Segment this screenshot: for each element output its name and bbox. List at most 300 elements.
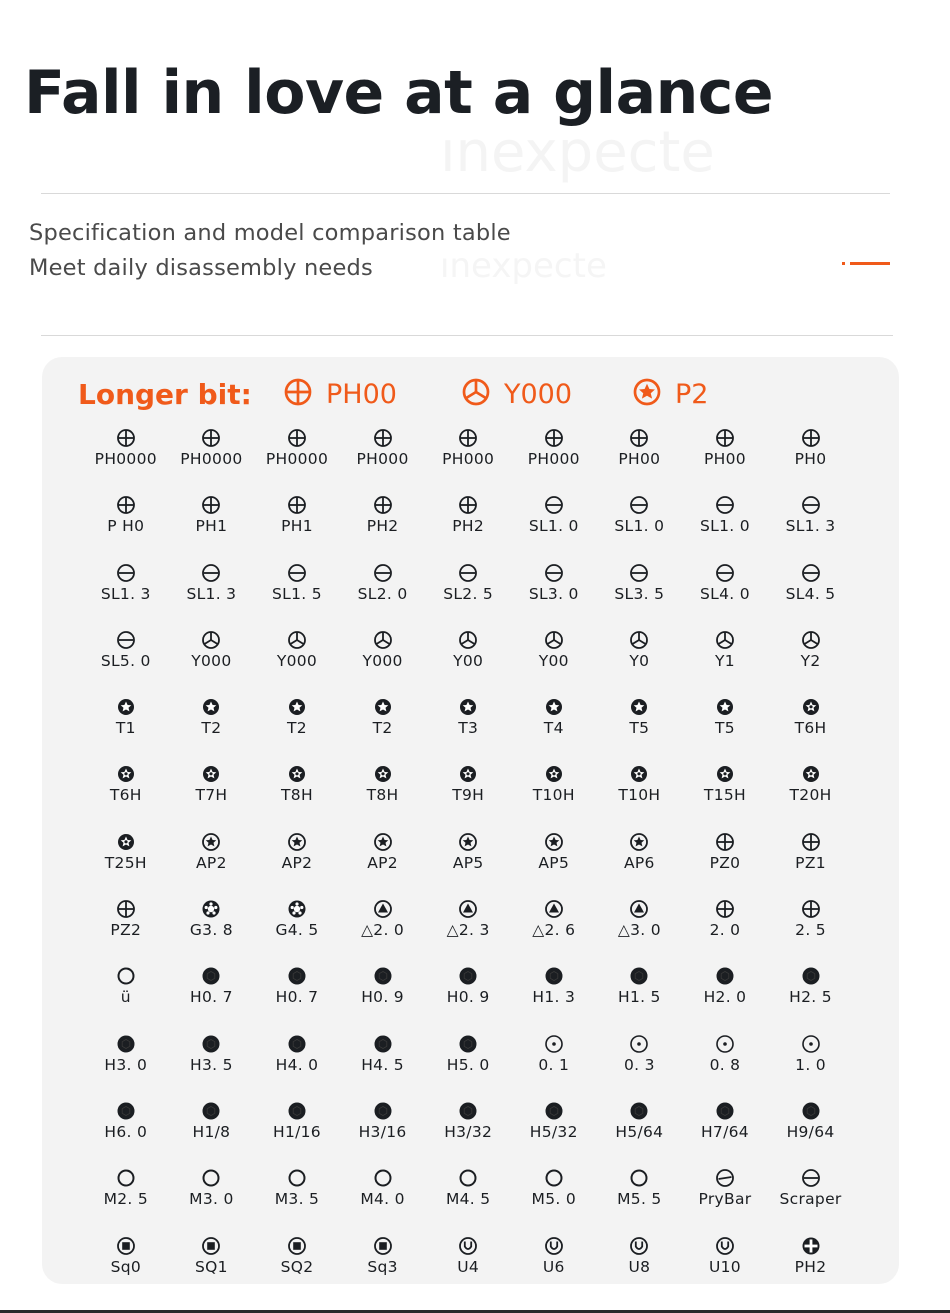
bit-cell bbox=[425, 1236, 511, 1303]
bit-cell bbox=[254, 832, 340, 899]
bit-cell bbox=[425, 630, 511, 697]
ring-icon bbox=[201, 1168, 221, 1188]
bit-cell bbox=[254, 563, 340, 630]
bit-cell bbox=[169, 697, 255, 764]
hex-icon bbox=[287, 1034, 307, 1054]
bit-cell bbox=[682, 1034, 768, 1101]
bit-grid bbox=[83, 428, 895, 1303]
triangle-icon bbox=[544, 899, 564, 919]
phillips-icon bbox=[116, 899, 136, 919]
bit-cell bbox=[83, 1101, 169, 1168]
bit-cell bbox=[83, 495, 169, 562]
tri-wing-icon bbox=[629, 630, 649, 650]
cross-filled-icon bbox=[801, 1236, 821, 1256]
torx-security-icon bbox=[629, 764, 649, 784]
bit-label: H4. 0 bbox=[275, 1055, 319, 1074]
bit-label: PH2 bbox=[366, 517, 399, 536]
bit-label: G4. 5 bbox=[275, 921, 319, 940]
hex-icon bbox=[458, 966, 478, 986]
bit-row bbox=[83, 1034, 895, 1101]
ring-icon bbox=[544, 1168, 564, 1188]
phillips-icon bbox=[715, 899, 735, 919]
bit-cell bbox=[597, 1034, 683, 1101]
slotted-icon bbox=[629, 495, 649, 515]
torx-security-icon bbox=[801, 697, 821, 717]
slotted-icon bbox=[116, 630, 136, 650]
phillips-icon bbox=[116, 428, 136, 448]
bit-label: 0. 1 bbox=[538, 1055, 570, 1074]
bit-cell bbox=[425, 764, 511, 831]
hex-icon bbox=[629, 966, 649, 986]
bit-label: Y0 bbox=[629, 651, 650, 670]
bit-row bbox=[83, 899, 895, 966]
bit-cell bbox=[682, 1236, 768, 1303]
bit-cell bbox=[425, 1101, 511, 1168]
bit-cell bbox=[169, 832, 255, 899]
u-icon bbox=[458, 1236, 478, 1256]
bit-label: U6 bbox=[542, 1257, 565, 1276]
pentalobe-icon bbox=[201, 832, 221, 852]
bit-label: Sq3 bbox=[367, 1257, 398, 1276]
hex-icon bbox=[458, 1034, 478, 1054]
bit-cell bbox=[597, 563, 683, 630]
bit-label: H1/16 bbox=[273, 1122, 321, 1141]
bit-cell bbox=[169, 495, 255, 562]
torx-security-icon bbox=[287, 764, 307, 784]
slotted-icon bbox=[116, 563, 136, 583]
bit-cell bbox=[768, 1168, 854, 1235]
bit-label: SL1. 0 bbox=[700, 517, 750, 536]
bit-cell bbox=[340, 1236, 426, 1303]
hex-icon bbox=[373, 966, 393, 986]
bit-label: PH0 bbox=[794, 450, 827, 468]
bit-label: H1. 5 bbox=[617, 988, 661, 1007]
bit-label: H7/64 bbox=[700, 1122, 749, 1141]
bit-cell bbox=[597, 966, 683, 1033]
hex-icon bbox=[373, 1101, 393, 1121]
bit-label: H6. 0 bbox=[104, 1122, 148, 1141]
bit-cell bbox=[340, 899, 426, 966]
bit-cell bbox=[169, 764, 255, 831]
torx-icon bbox=[715, 697, 735, 717]
bit-label: T6H bbox=[109, 786, 142, 805]
torx-icon bbox=[116, 697, 136, 717]
phillips-icon bbox=[458, 495, 478, 515]
bit-label: SL1. 5 bbox=[272, 584, 322, 603]
bit-cell bbox=[682, 630, 768, 697]
ring-icon bbox=[116, 1168, 136, 1188]
phillips-icon bbox=[629, 428, 649, 448]
bit-label: M4. 0 bbox=[360, 1190, 405, 1209]
bit-label: ü bbox=[120, 988, 131, 1007]
bit-cell bbox=[768, 428, 854, 495]
legend-item-pentalobe bbox=[632, 376, 708, 412]
bit-cell bbox=[768, 764, 854, 831]
bit-label: PH000 bbox=[442, 450, 495, 468]
pentalobe-icon bbox=[287, 832, 307, 852]
bit-label: PH0000 bbox=[94, 450, 157, 468]
bit-cell bbox=[254, 428, 340, 495]
bit-label: AP5 bbox=[452, 853, 484, 872]
torx-icon bbox=[201, 697, 221, 717]
bit-label: Y000 bbox=[276, 651, 318, 670]
bit-label: H3. 0 bbox=[104, 1055, 148, 1074]
divider-middle bbox=[41, 335, 893, 336]
bit-label: PH000 bbox=[527, 450, 580, 468]
bit-cell bbox=[682, 428, 768, 495]
bit-label: T7H bbox=[195, 786, 228, 805]
bit-cell bbox=[597, 764, 683, 831]
bit-cell bbox=[597, 428, 683, 495]
bit-cell bbox=[425, 428, 511, 495]
bit-label: M4. 5 bbox=[445, 1190, 491, 1209]
slotted-icon bbox=[373, 563, 393, 583]
bit-label: H5/64 bbox=[615, 1122, 664, 1141]
bit-label: SL1. 3 bbox=[100, 584, 151, 603]
pentalobe-icon bbox=[544, 832, 564, 852]
bit-label: PZ0 bbox=[709, 853, 741, 872]
bit-label: PH00 bbox=[618, 450, 661, 468]
bit-label: △3. 0 bbox=[617, 921, 661, 940]
bit-cell bbox=[425, 899, 511, 966]
bit-cell bbox=[169, 1168, 255, 1235]
bit-cell bbox=[682, 899, 768, 966]
bit-label: PH2 bbox=[452, 517, 485, 536]
bit-cell bbox=[254, 1034, 340, 1101]
bit-cell bbox=[682, 1101, 768, 1168]
bit-label: H0. 7 bbox=[275, 988, 319, 1007]
slotted-icon bbox=[715, 563, 735, 583]
bit-label: H2. 0 bbox=[703, 988, 747, 1007]
torx-security-icon bbox=[116, 832, 136, 852]
slotted-icon bbox=[287, 563, 307, 583]
bit-cell bbox=[340, 966, 426, 1033]
bit-label: T2 bbox=[287, 719, 307, 738]
bit-cell bbox=[682, 764, 768, 831]
bit-label: T20H bbox=[789, 786, 832, 805]
bit-label: AP6 bbox=[624, 853, 655, 872]
bit-cell bbox=[511, 563, 597, 630]
bit-label: T2 bbox=[372, 719, 393, 738]
bit-cell bbox=[169, 1034, 255, 1101]
torx-icon bbox=[629, 697, 649, 717]
bit-label: T8H bbox=[281, 786, 313, 805]
bit-label: M5. 0 bbox=[531, 1190, 576, 1209]
bit-row bbox=[83, 1236, 895, 1303]
bit-label: PH1 bbox=[195, 517, 228, 536]
bit-label: Y2 bbox=[800, 651, 821, 670]
torx-security-icon bbox=[458, 764, 478, 784]
bit-cell bbox=[83, 1034, 169, 1101]
subtitle-line-1: Specification and model comparison table bbox=[29, 220, 511, 246]
bit-row bbox=[83, 563, 895, 630]
bit-cell bbox=[169, 563, 255, 630]
bit-cell bbox=[425, 1034, 511, 1101]
bit-label: SL1. 0 bbox=[528, 517, 579, 536]
bit-cell bbox=[83, 697, 169, 764]
tri-wing-icon bbox=[461, 377, 504, 411]
pentalobe-icon bbox=[373, 832, 393, 852]
ring-icon bbox=[629, 1168, 649, 1188]
bit-cell bbox=[340, 1168, 426, 1235]
hex-icon bbox=[458, 1101, 478, 1121]
bit-label: H0. 9 bbox=[446, 988, 490, 1007]
phillips-icon bbox=[801, 832, 821, 852]
bit-label: AP2 bbox=[281, 853, 313, 872]
legend-item-tri-wing bbox=[461, 376, 572, 412]
accent-line bbox=[850, 262, 890, 265]
triangle-icon bbox=[458, 899, 478, 919]
bit-cell bbox=[511, 1034, 597, 1101]
legend-text-2: P2 bbox=[675, 378, 709, 410]
bit-label: H1. 3 bbox=[532, 988, 576, 1007]
bit-cell bbox=[83, 764, 169, 831]
bit-label: H1/8 bbox=[192, 1122, 231, 1141]
phillips-icon bbox=[287, 428, 307, 448]
bit-label: T25H bbox=[104, 853, 147, 872]
bit-label: △2. 3 bbox=[446, 921, 490, 940]
bit-cell bbox=[340, 832, 426, 899]
bit-cell bbox=[254, 1168, 340, 1235]
bit-label: SL3. 0 bbox=[528, 584, 579, 603]
bit-row bbox=[83, 1101, 895, 1168]
bit-label: PH0000 bbox=[265, 450, 329, 468]
bit-label: PryBar bbox=[698, 1190, 752, 1209]
hex-icon bbox=[715, 966, 735, 986]
bit-cell bbox=[254, 764, 340, 831]
slotted-icon bbox=[544, 495, 564, 515]
phillips-icon bbox=[287, 495, 307, 515]
bit-label: Y1 bbox=[714, 651, 735, 670]
bit-cell bbox=[682, 1168, 768, 1235]
bit-label: Y000 bbox=[362, 651, 403, 670]
bit-label: PH00 bbox=[703, 450, 746, 468]
bit-label: T9H bbox=[452, 786, 485, 805]
hex-icon bbox=[116, 1034, 136, 1054]
slotted-icon bbox=[715, 495, 735, 515]
bit-label: PH000 bbox=[356, 450, 409, 468]
bit-row bbox=[83, 697, 895, 764]
tri-wing-icon bbox=[201, 630, 221, 650]
bit-label: T6H bbox=[794, 719, 827, 738]
bit-cell bbox=[511, 1101, 597, 1168]
hex-icon bbox=[801, 1101, 821, 1121]
bit-cell bbox=[254, 966, 340, 1033]
bit-cell bbox=[597, 1101, 683, 1168]
bit-label: T10H bbox=[618, 786, 661, 805]
slotted-icon bbox=[458, 563, 478, 583]
tri-wing-icon bbox=[458, 630, 478, 650]
bit-label: SL1. 3 bbox=[186, 584, 237, 603]
bit-cell bbox=[254, 697, 340, 764]
pentalobe-icon bbox=[458, 832, 478, 852]
torx-icon bbox=[544, 697, 564, 717]
slotted-icon bbox=[801, 1168, 821, 1188]
bit-label: H2. 5 bbox=[789, 988, 832, 1007]
u-icon bbox=[544, 1236, 564, 1256]
bit-cell bbox=[83, 630, 169, 697]
bit-cell bbox=[425, 697, 511, 764]
bit-label: PH0000 bbox=[180, 450, 243, 468]
bit-cell bbox=[425, 1168, 511, 1235]
bit-cell bbox=[83, 899, 169, 966]
square-icon bbox=[373, 1236, 393, 1256]
bit-cell bbox=[511, 832, 597, 899]
bit-cell bbox=[682, 495, 768, 562]
bit-cell bbox=[83, 1236, 169, 1303]
bit-label: T8H bbox=[366, 786, 399, 805]
bit-cell bbox=[768, 832, 854, 899]
slotted-icon bbox=[544, 563, 564, 583]
pry-bar-icon bbox=[715, 1168, 735, 1188]
bit-label: H9/64 bbox=[786, 1122, 835, 1141]
bit-row bbox=[83, 966, 895, 1033]
bit-label: U8 bbox=[628, 1257, 651, 1276]
ring-icon bbox=[373, 1168, 393, 1188]
bit-cell bbox=[597, 1168, 683, 1235]
u-icon bbox=[715, 1236, 735, 1256]
bit-label: T15H bbox=[703, 786, 746, 805]
torx-security-icon bbox=[544, 764, 564, 784]
bit-label: PZ2 bbox=[110, 921, 142, 940]
bit-cell bbox=[768, 630, 854, 697]
bit-cell bbox=[169, 1236, 255, 1303]
bit-label: PH2 bbox=[794, 1257, 827, 1276]
bit-cell bbox=[682, 697, 768, 764]
square-icon bbox=[116, 1236, 136, 1256]
square-icon bbox=[201, 1236, 221, 1256]
bit-label: SL5. 0 bbox=[100, 651, 151, 670]
bit-cell bbox=[768, 1236, 854, 1303]
bit-label: U10 bbox=[708, 1257, 741, 1276]
slotted-icon bbox=[201, 563, 221, 583]
bit-cell bbox=[254, 899, 340, 966]
hex-icon bbox=[201, 1034, 221, 1054]
hex-icon bbox=[201, 1101, 221, 1121]
triangle-icon bbox=[629, 899, 649, 919]
phillips-icon bbox=[715, 428, 735, 448]
bit-label: M3. 0 bbox=[189, 1190, 234, 1209]
tri-wing-icon bbox=[544, 630, 564, 650]
bit-cell bbox=[425, 832, 511, 899]
bit-cell bbox=[597, 630, 683, 697]
dot-ring-icon bbox=[801, 1034, 821, 1054]
bit-label: SL4. 0 bbox=[700, 584, 750, 603]
bit-cell bbox=[83, 428, 169, 495]
bit-label: H0. 7 bbox=[190, 988, 233, 1007]
phillips-icon bbox=[373, 428, 393, 448]
bit-cell bbox=[768, 899, 854, 966]
bit-label: 1. 0 bbox=[795, 1055, 826, 1074]
phillips-icon bbox=[458, 428, 478, 448]
ring-icon bbox=[458, 1168, 478, 1188]
torx-icon bbox=[373, 697, 393, 717]
bit-cell bbox=[597, 697, 683, 764]
bit-label: △2. 0 bbox=[361, 921, 405, 940]
square-icon bbox=[287, 1236, 307, 1256]
divider-top bbox=[41, 193, 890, 194]
bit-label: 2. 5 bbox=[795, 921, 826, 940]
page-title: Fall in love at a glance bbox=[24, 58, 774, 128]
bit-cell bbox=[340, 630, 426, 697]
gear-icon bbox=[201, 899, 221, 919]
accent-dot bbox=[842, 262, 845, 265]
ring-icon bbox=[116, 966, 136, 986]
bit-label: AP2 bbox=[196, 853, 227, 872]
bit-cell bbox=[511, 630, 597, 697]
bit-label: PZ1 bbox=[795, 853, 826, 872]
tri-wing-icon bbox=[801, 630, 821, 650]
bit-label: SL1. 0 bbox=[614, 517, 665, 536]
bit-cell bbox=[340, 764, 426, 831]
bit-label: T5 bbox=[714, 719, 735, 738]
bit-cell bbox=[254, 1101, 340, 1168]
bit-cell bbox=[768, 1101, 854, 1168]
phillips-icon bbox=[373, 495, 393, 515]
bit-label: M2. 5 bbox=[103, 1190, 149, 1209]
background-watermark: ınexpecte bbox=[440, 120, 715, 185]
bit-cell bbox=[597, 832, 683, 899]
bit-cell bbox=[768, 697, 854, 764]
bit-label: 0. 3 bbox=[623, 1055, 655, 1074]
dot-ring-icon bbox=[715, 1034, 735, 1054]
bit-cell bbox=[83, 563, 169, 630]
bit-cell bbox=[254, 630, 340, 697]
phillips-icon bbox=[116, 495, 136, 515]
bit-label: H3/32 bbox=[444, 1122, 493, 1141]
phillips-icon bbox=[801, 899, 821, 919]
bit-cell bbox=[169, 428, 255, 495]
pentalobe-icon bbox=[632, 377, 675, 411]
bit-cell bbox=[511, 1168, 597, 1235]
bit-label: △2. 6 bbox=[532, 921, 576, 940]
bit-label: H3/16 bbox=[358, 1122, 407, 1141]
bit-row bbox=[83, 428, 895, 495]
dot-ring-icon bbox=[544, 1034, 564, 1054]
tri-wing-icon bbox=[287, 630, 307, 650]
bit-cell bbox=[511, 1236, 597, 1303]
bit-row bbox=[83, 832, 895, 899]
bit-label: G3. 8 bbox=[189, 921, 233, 940]
bit-label: SQ1 bbox=[194, 1257, 228, 1276]
bit-cell bbox=[340, 697, 426, 764]
hex-icon bbox=[801, 966, 821, 986]
bit-row bbox=[83, 495, 895, 562]
phillips-icon bbox=[283, 377, 326, 411]
bit-cell bbox=[597, 899, 683, 966]
bit-cell bbox=[254, 1236, 340, 1303]
bit-cell bbox=[340, 1034, 426, 1101]
bit-label: SL1. 3 bbox=[785, 517, 836, 536]
bit-label: T1 bbox=[115, 719, 136, 738]
hex-icon bbox=[116, 1101, 136, 1121]
bit-row bbox=[83, 1168, 895, 1235]
bit-label: H4. 5 bbox=[361, 1055, 404, 1074]
legend-label: Longer bit: bbox=[78, 378, 252, 411]
bit-cell bbox=[768, 1034, 854, 1101]
bit-label: 0. 8 bbox=[709, 1055, 741, 1074]
pentalobe-icon bbox=[629, 832, 649, 852]
bit-cell bbox=[425, 966, 511, 1033]
hex-icon bbox=[287, 966, 307, 986]
bit-label: Y000 bbox=[191, 651, 232, 670]
bit-cell bbox=[682, 832, 768, 899]
triangle-icon bbox=[373, 899, 393, 919]
torx-security-icon bbox=[201, 764, 221, 784]
bit-label: Sq0 bbox=[110, 1257, 142, 1276]
bit-cell bbox=[511, 428, 597, 495]
bit-cell bbox=[340, 495, 426, 562]
